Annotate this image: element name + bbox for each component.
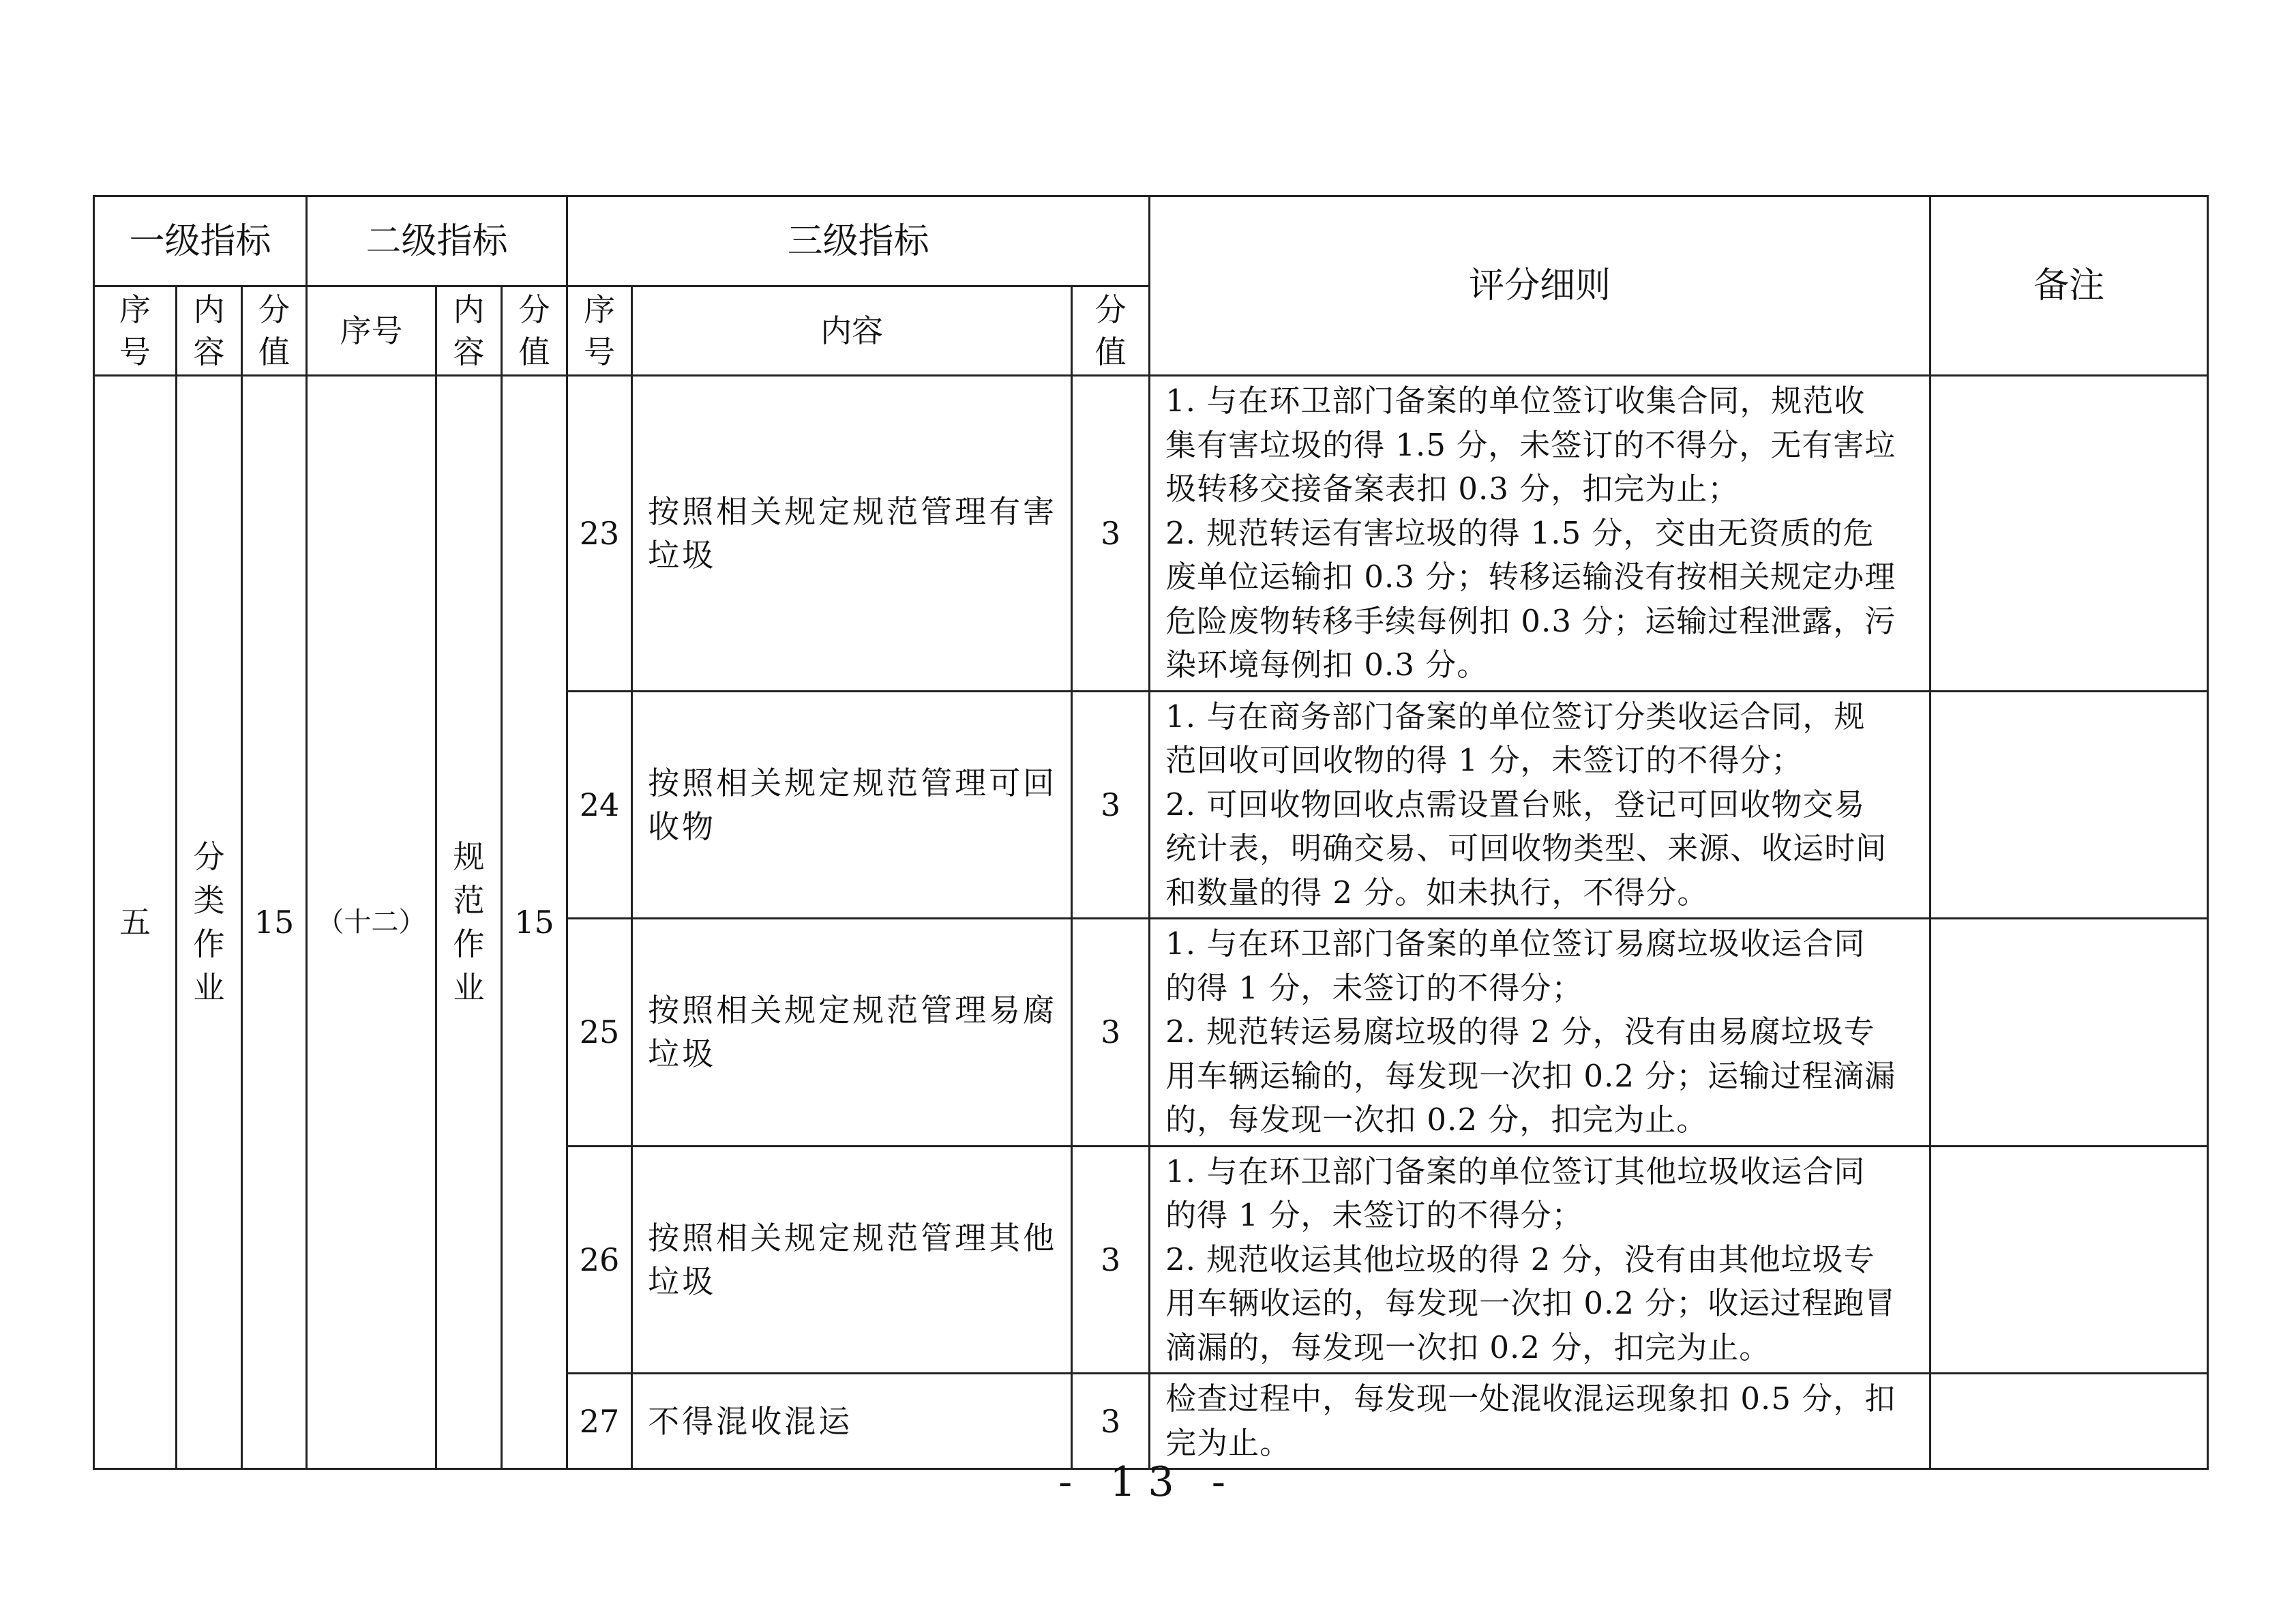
rule-line: 危险废物转移手续每例扣 0.3 分；运输过程泄露，污	[1165, 602, 1896, 639]
header-level3-seq: 序号	[567, 286, 632, 376]
row-content: 不得混收混运	[632, 1374, 1072, 1469]
row-remark	[1930, 1146, 2208, 1374]
row-remark	[1930, 1374, 2208, 1469]
rule-line: 的得 1 分，未签订的不得分；	[1165, 969, 1583, 1006]
rule-line: 的得 1 分，未签订的不得分；	[1165, 1197, 1583, 1233]
rule-line: 检查过程中，每发现一处混收混运现象扣 0.5 分，扣	[1165, 1381, 1896, 1417]
rule-line: 2. 可回收物回收点需设置台账，登记可回收物交易	[1165, 786, 1866, 823]
header-level3-score: 分值	[1072, 286, 1150, 376]
level1-score: 15	[242, 376, 307, 1469]
rule-line: 染环境每例扣 0.3 分。	[1165, 647, 1489, 683]
rule-line: 范回收可回收物的得 1 分，未签订的不得分；	[1165, 742, 1803, 778]
row-remark	[1930, 376, 2208, 692]
table-row	[94, 376, 2208, 692]
row-rules	[1150, 1146, 1930, 1374]
rule-line: 1. 与在环卫部门备案的单位签订其他垃圾收运合同	[1165, 1153, 1866, 1190]
page-number: - 13 -	[1058, 1458, 1238, 1506]
rule-line: 的，每发现一次扣 0.2 分，扣完为止。	[1165, 1102, 1708, 1138]
header-level1-content: 内容	[177, 286, 242, 376]
header-level2-seq: 序号	[307, 286, 436, 376]
rule-line: 1. 与在环卫部门备案的单位签订易腐垃圾收运合同	[1165, 926, 1866, 962]
rule-line: 完为止。	[1165, 1424, 1292, 1461]
rule-line: 滴漏的，每发现一次扣 0.2 分，扣完为止。	[1165, 1329, 1771, 1365]
level2-score: 15	[502, 376, 567, 1469]
rule-line: 1. 与在环卫部门备案的单位签订收集合同，规范收	[1165, 383, 1866, 419]
row-score: 3	[1072, 376, 1150, 692]
row-rules	[1150, 919, 1930, 1147]
header-row-1	[94, 196, 2208, 286]
level2-content: 规范作业	[436, 376, 502, 1469]
rule-line: 圾转移交接备案表扣 0.3 分，扣完为止；	[1165, 471, 1740, 507]
header-level3-content: 内容	[632, 286, 1072, 376]
rule-line: 集有害垃圾的得 1.5 分，未签订的不得分，无有害垃	[1165, 426, 1896, 463]
header-level1-score: 分值	[242, 286, 307, 376]
rule-line: 统计表，明确交易、可回收物类型、来源、收运时间	[1165, 830, 1888, 866]
header-level1: 一级指标	[94, 196, 307, 286]
row-seq: 24	[567, 691, 632, 919]
rule-line: 用车辆运输的，每发现一次扣 0.2 分；运输过程滴漏	[1165, 1057, 1896, 1094]
row-seq: 23	[567, 376, 632, 692]
level1-seq: 五	[94, 376, 177, 1469]
rule-line: 2. 规范转运易腐垃圾的得 2 分，没有由易腐垃圾专	[1165, 1014, 1875, 1050]
row-rules	[1150, 1374, 1930, 1469]
row-score: 3	[1072, 691, 1150, 919]
header-level2-score: 分值	[502, 286, 567, 376]
header-level1-seq: 序号	[94, 286, 177, 376]
level2-seq: （十二）	[307, 376, 436, 1469]
row-seq: 27	[567, 1374, 632, 1469]
header-level2: 二级指标	[307, 196, 567, 286]
row-rules	[1150, 691, 1930, 919]
scoring-table	[93, 195, 2209, 1470]
rule-line: 1. 与在商务部门备案的单位签订分类收运合同，规	[1165, 698, 1866, 735]
row-content: 按照相关规定规范管理易腐垃圾	[632, 919, 1072, 1147]
row-seq: 25	[567, 919, 632, 1147]
row-content: 按照相关规定规范管理可回收物	[632, 691, 1072, 919]
rule-line: 和数量的得 2 分。如未执行，不得分。	[1165, 874, 1709, 911]
row-remark	[1930, 919, 2208, 1147]
header-remarks: 备注	[1930, 196, 2208, 376]
row-seq: 26	[567, 1146, 632, 1374]
row-content: 按照相关规定规范管理其他垃圾	[632, 1146, 1072, 1374]
rule-line: 2. 规范转运有害垃圾的得 1.5 分，交由无资质的危	[1165, 514, 1875, 551]
rule-line: 废单位运输扣 0.3 分；转移运输没有按相关规定办理	[1165, 559, 1896, 595]
header-level2-content: 内容	[436, 286, 502, 376]
row-remark	[1930, 691, 2208, 919]
header-level3: 三级指标	[567, 196, 1150, 286]
rule-line: 用车辆收运的，每发现一次扣 0.2 分；收运过程跑冒	[1165, 1285, 1896, 1321]
level1-content: 分类作业	[177, 376, 242, 1469]
row-rules	[1150, 376, 1930, 692]
row-score: 3	[1072, 919, 1150, 1147]
row-score: 3	[1072, 1374, 1150, 1469]
header-rules: 评分细则	[1150, 196, 1930, 376]
row-score: 3	[1072, 1146, 1150, 1374]
rule-line: 2. 规范收运其他垃圾的得 2 分，没有由其他垃圾专	[1165, 1241, 1875, 1278]
row-content: 按照相关规定规范管理有害垃圾	[632, 376, 1072, 692]
